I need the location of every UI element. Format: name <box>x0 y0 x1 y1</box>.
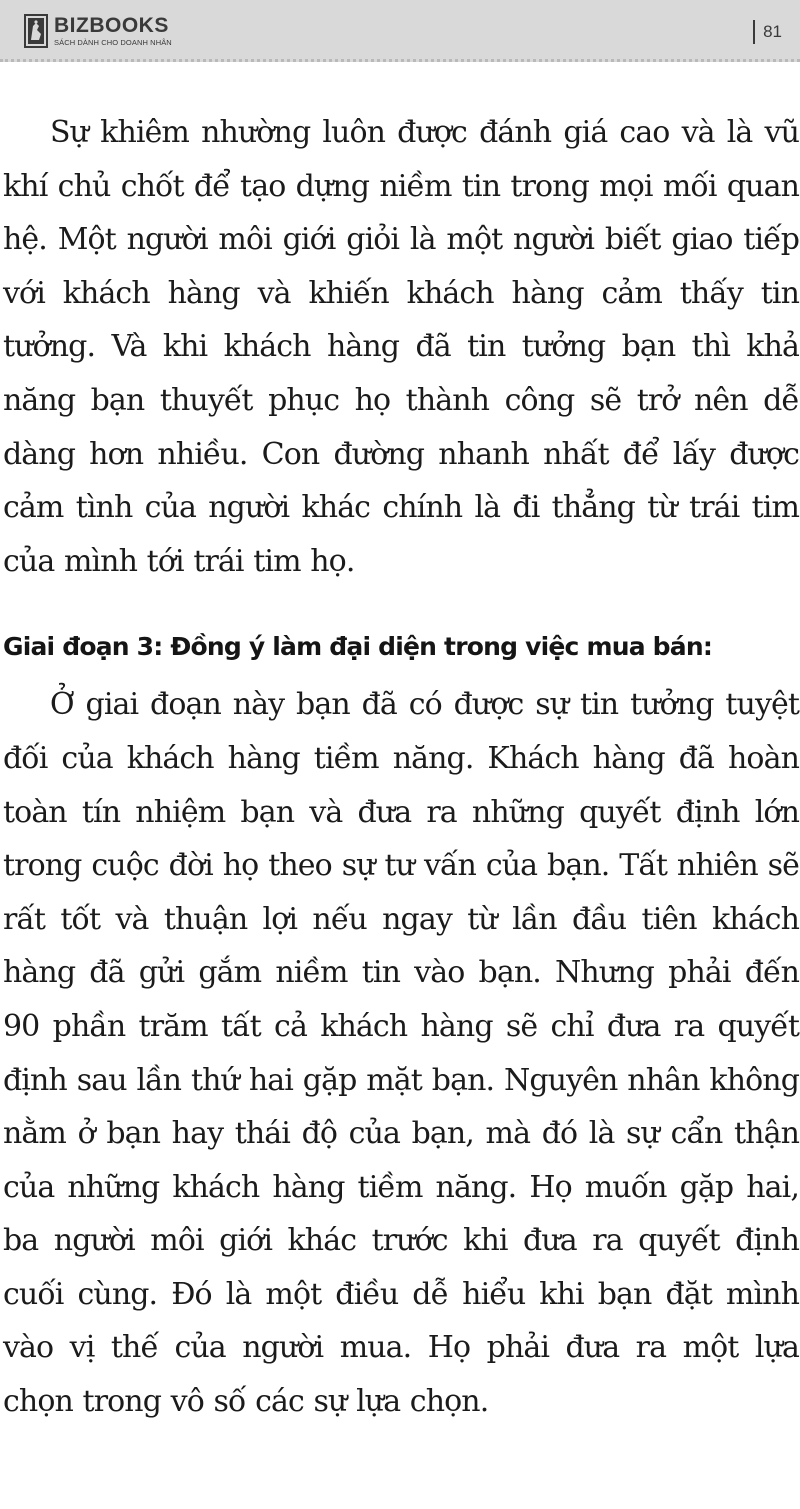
brand-tagline: SÁCH DÀNH CHO DOANH NHÂN <box>54 38 172 48</box>
bizbooks-logo-icon <box>24 14 48 48</box>
page-number-block <box>753 20 782 44</box>
brand-logo <box>24 14 172 48</box>
brand-name: BIZBOOKS <box>54 14 169 38</box>
section-heading: Giai đoạn 3: Đồng ý làm đại diện trong việc mua bán: <box>3 632 713 662</box>
body-paragraph-2: Ở giai đoạn này bạn đã có được sự tin tưởng tuyệt đối của khách hàng tiềm năng. Khách hàng đã hoàn toàn tín nhiệm bạn và đưa ra những quyết định lớn trong cuộc đời họ theo sự tư vấn của bạn. Tất nhiên sẽ rất tốt và thuận lợi nếu ngay từ lần đầu tiên khách hàng đã gửi gắm niềm tin vào bạn. Nhưng phải đến 90 phần trăm tất cả khách hàng sẽ chỉ đưa ra quyết định sau lần thứ hai gặp mặt bạn. Nguyên nhân không nằm ở bạn hay thái độ của bạn, mà đó là sự cẩn thận của những khách hàng tiềm năng. Họ muốn gặp hai, ba người môi giới khác trước khi đưa ra quyết định cuối cùng. Đó là một điều dễ hiểu khi bạn đặt mình vào vị thế của người mua. Họ phải đưa ra một lựa chọn trong vô số các sự lựa chọn. <box>3 687 799 1420</box>
body-paragraph-1: Sự khiêm nhường luôn được đánh giá cao và là vũ khí chủ chốt để tạo dựng niềm tin trong mọi mối quan hệ. Một người môi giới giỏi là một người biết giao tiếp với khách hàng và khiến khách hàng cảm thấy tin tưởng. Và khi khách hàng đã tin tưởng bạn thì khả năng bạn thuyết phục họ thành công sẽ trở nên dễ dàng hơn nhiều. Con đường nhanh nhất để lấy được cảm tình của người khác chính là đi thẳng từ trái tim của mình tới trái tim họ. <box>3 115 799 579</box>
page-body <box>3 106 799 1429</box>
page-header <box>0 0 800 62</box>
page-number-divider <box>753 20 755 44</box>
page-number: 81 <box>763 22 782 41</box>
